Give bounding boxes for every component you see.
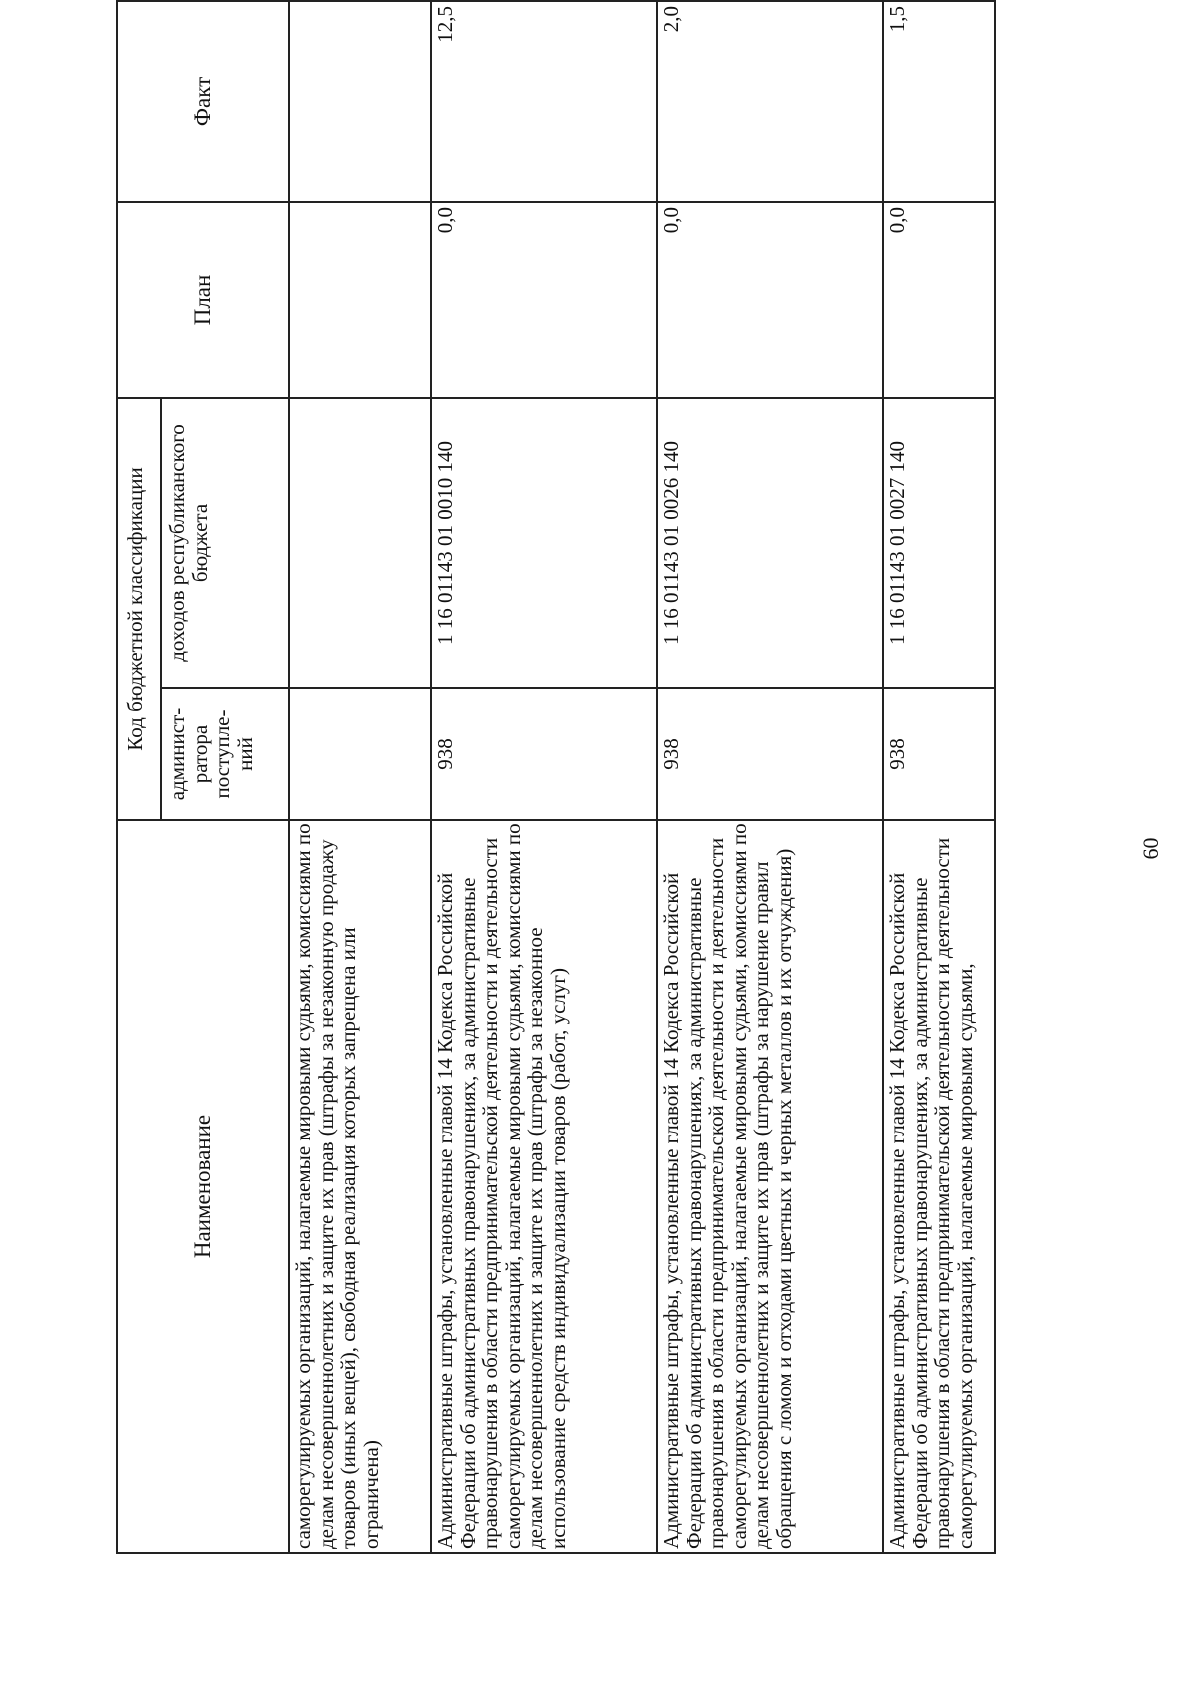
row-fact: 12,5 <box>431 1 657 202</box>
row-revenue-code: 1 16 01143 01 0026 140 <box>657 398 883 688</box>
row-name: Административные штрафы, установленные главой 14 Кодекса Российской Федерации об административных правонарушениях, за административные правонарушения в области предпринимательской деятельности и деятельности саморегулируемых организаций, налагаемые мировыми судьями, комиссиями по делам несовершеннолетних и защите их прав (штрафы за нарушение правил обращения с ломом и отходами цветных и черных металлов и их отчуждения) <box>657 820 883 1553</box>
row-revenue-code <box>289 398 431 688</box>
header-budget-code-group: Код бюджетной классификации <box>117 398 161 820</box>
row-plan <box>289 202 431 398</box>
row-fact: 1,5 <box>883 1 995 202</box>
row-plan: 0,0 <box>431 202 657 398</box>
header-fact: Факт <box>117 1 289 202</box>
row-revenue-code: 1 16 01143 01 0010 140 <box>431 398 657 688</box>
row-plan: 0,0 <box>883 202 995 398</box>
header-administrator: админист-ратора поступле-ний <box>161 688 289 820</box>
table-row <box>289 1 431 1553</box>
table-row <box>883 1 995 1553</box>
row-administrator-code: 938 <box>431 688 657 820</box>
table-row <box>657 1 883 1553</box>
row-name: Административные штрафы, установленные главой 14 Кодекса Российской Федерации об административных правонарушениях, за административные правонарушения в области предпринимательской деятельности и деятельности саморегулируемых организаций, налагаемые мировыми судьями, <box>883 820 995 1553</box>
header-name: Наименование <box>117 820 289 1553</box>
table-row <box>431 1 657 1553</box>
row-fact: 2,0 <box>657 1 883 202</box>
row-name: Административные штрафы, установленные главой 14 Кодекса Российской Федерации об административных правонарушениях, за административные правонарушения в области предпринимательской деятельности и деятельности саморегулируемых организаций, налагаемые мировыми судьями, комиссиями по делам несовершеннолетних и защите их прав (штрафы за незаконное использование средств индивидуализации товаров (работ, услуг) <box>431 820 657 1553</box>
row-name: саморегулируемых организаций, налагаемые мировыми судьями, комиссиями по делам несовершеннолетних и защите их прав (штрафы за незаконную продажу товаров (иных вещей), свободная реализация которых запрещена или ограничена) <box>289 820 431 1553</box>
header-plan: План <box>117 202 289 398</box>
row-revenue-code: 1 16 01143 01 0027 140 <box>883 398 995 688</box>
header-revenue: доходов республиканского бюджета <box>161 398 289 688</box>
row-administrator-code: 938 <box>657 688 883 820</box>
table-header-row <box>117 1 161 1553</box>
row-plan: 0,0 <box>657 202 883 398</box>
row-fact <box>289 1 431 202</box>
row-administrator-code <box>289 688 431 820</box>
page-number: 60 <box>1138 837 1163 860</box>
budget-revenue-table <box>116 0 996 1554</box>
row-administrator-code: 938 <box>883 688 995 820</box>
